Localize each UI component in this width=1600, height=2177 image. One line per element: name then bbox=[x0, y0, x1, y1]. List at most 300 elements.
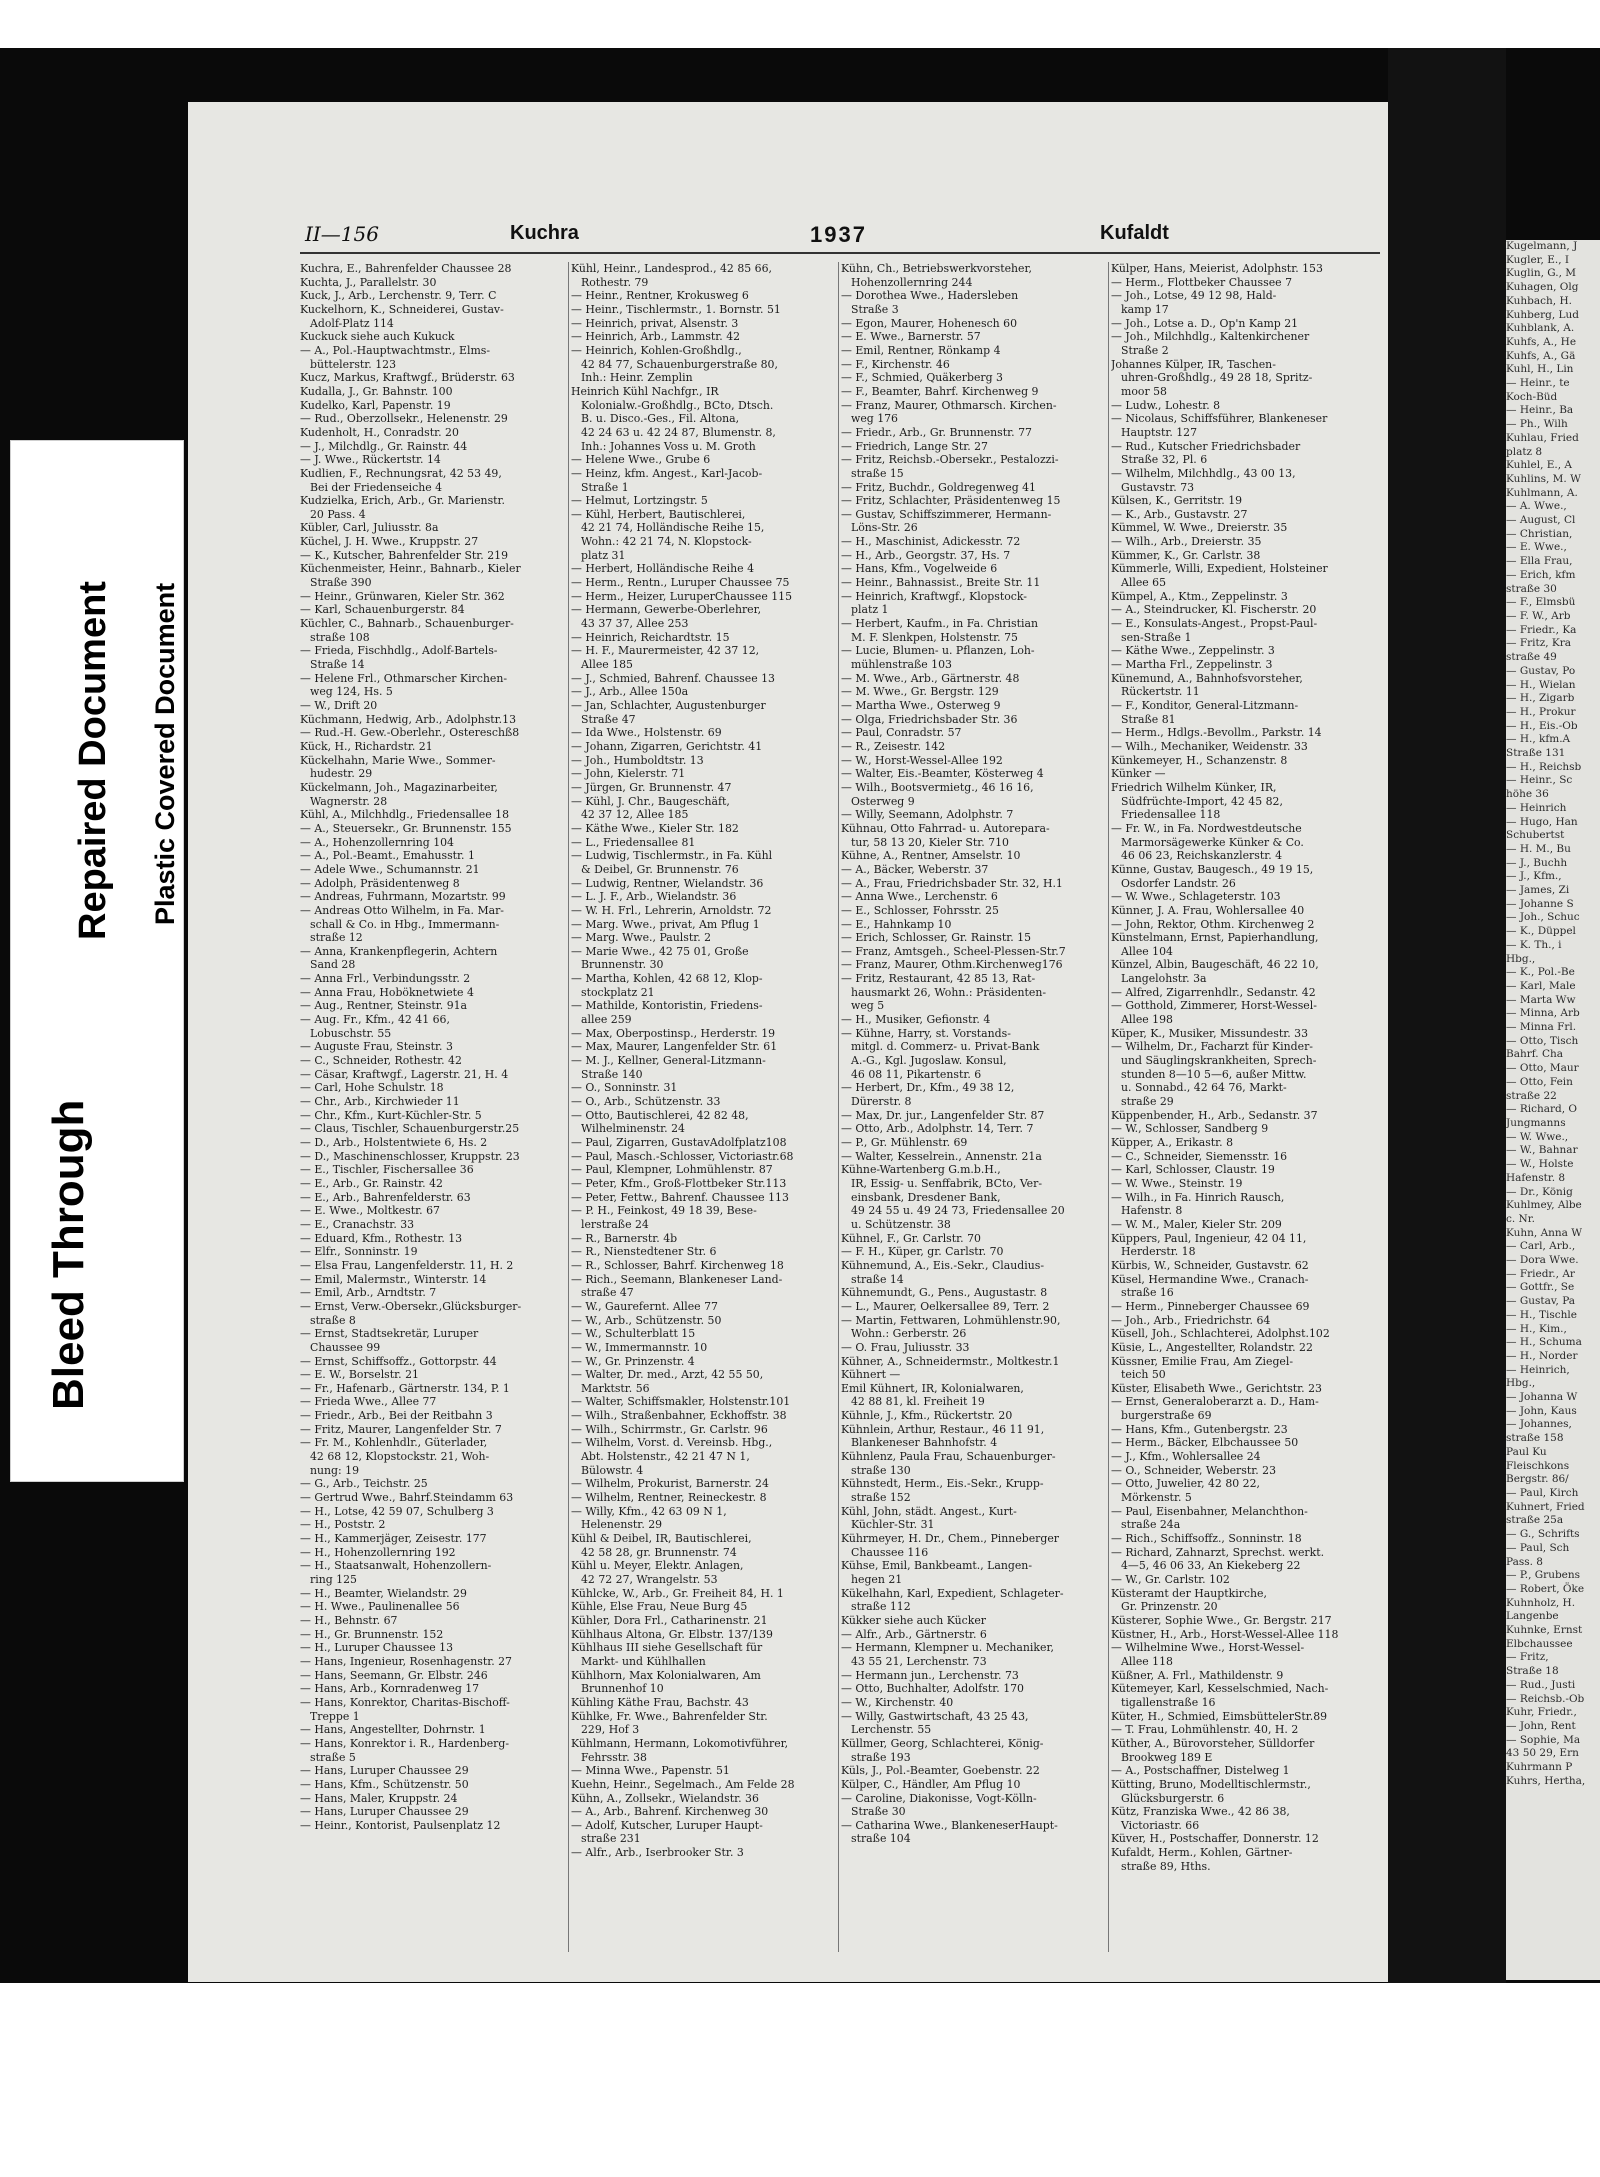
directory-entry-line: — W. M., Maler, Kieler Str. 209 bbox=[1111, 1217, 1282, 1231]
directory-entry-line: — Herm., Flottbeker Chaussee 7 bbox=[1111, 275, 1293, 289]
directory-entry-line: — Otto, Arb., Adolphstr. 14, Terr. 7 bbox=[841, 1122, 1034, 1136]
directory-entry-line: — Walter, Kesselrein., Annenstr. 21a bbox=[841, 1149, 1042, 1163]
directory-entry-line: platz 31 bbox=[581, 548, 626, 562]
facing-page-line: Kuhagen, Olg bbox=[1506, 281, 1579, 294]
directory-entry-line: — Joh., Milchhdlg., Kaltenkirchener bbox=[1111, 330, 1310, 344]
facing-page-line: — H., Reichsb bbox=[1506, 760, 1582, 773]
directory-entry-line: — R., Zeisestr. 142 bbox=[841, 739, 946, 753]
directory-entry-line: Küper, K., Musiker, Missundestr. 33 bbox=[1111, 1026, 1309, 1040]
directory-entry-line: — Hans, Arb., Kornradenweg 17 bbox=[300, 1682, 480, 1696]
directory-entry-line: — A., Postschaffner, Distelweg 1 bbox=[1111, 1764, 1290, 1778]
directory-entry-line: Kühlhaus III siehe Gesellschaft für bbox=[571, 1641, 763, 1655]
facing-page-line: — K., Pol.-Be bbox=[1506, 966, 1575, 979]
directory-entry-line: Lobuschstr. 55 bbox=[310, 1026, 392, 1040]
directory-entry-line: — A., Steindrucker, Kl. Fischerstr. 20 bbox=[1111, 603, 1317, 617]
directory-entry-line: — Alfr., Arb., Iserbrooker Str. 3 bbox=[571, 1846, 744, 1860]
label-repaired-document: Repaired Document bbox=[72, 581, 114, 940]
directory-entry-line: 42 21 74, Holländische Reihe 15, bbox=[581, 521, 765, 535]
directory-entry-line: — Heinrich, privat, Alsenstr. 3 bbox=[571, 316, 739, 330]
directory-entry-line: — Fritz, Buchdr., Goldregenweg 41 bbox=[841, 480, 1036, 494]
directory-entry-line: Künstelmann, Ernst, Papierhandlung, bbox=[1111, 931, 1319, 945]
directory-entry-line: M. F. Slenkpen, Holstenstr. 75 bbox=[851, 630, 1018, 644]
directory-entry-line: — D., Maschinenschlosser, Kruppstr. 23 bbox=[300, 1149, 520, 1163]
directory-entry-line: Straße 3 bbox=[851, 302, 899, 316]
directory-entry-line: — Nicolaus, Schiffsführer, Blankeneser bbox=[1111, 412, 1328, 426]
directory-entry-line: — M. J., Kellner, General-Litzmann- bbox=[571, 1054, 766, 1068]
directory-entry-line: — Marg. Wwe., privat, Am Pflug 1 bbox=[571, 917, 760, 931]
directory-entry-line: — E., Konsulats-Angest., Propst-Paul- bbox=[1111, 617, 1318, 631]
directory-entry-line: — J. Wwe., Rückertstr. 14 bbox=[300, 453, 441, 467]
directory-entry-line: — W., Schlosser, Sandberg 9 bbox=[1111, 1122, 1269, 1136]
directory-entry-line: Straße 47 bbox=[581, 712, 636, 726]
directory-entry-line: — Eduard, Kfm., Rothestr. 13 bbox=[300, 1231, 463, 1245]
directory-entry-line: — L. J. F., Arb., Wielandstr. 36 bbox=[571, 890, 737, 904]
directory-entry-line: Treppe 1 bbox=[310, 1709, 360, 1723]
directory-entry-line: Küchel, J. H. Wwe., Kruppstr. 27 bbox=[300, 535, 479, 549]
directory-entry-line: — Helmut, Lortzingstr. 5 bbox=[571, 494, 708, 508]
directory-entry-line: burgerstraße 69 bbox=[1121, 1409, 1212, 1423]
directory-entry-line: — John, Rektor, Othm. Kirchenweg 2 bbox=[1111, 917, 1315, 931]
column-divider bbox=[838, 262, 839, 1952]
directory-entry-line: Friedrich Wilhelm Künker, IR, bbox=[1111, 780, 1277, 794]
directory-entry-line: — Anna Frl., Verbindungsstr. 2 bbox=[300, 972, 471, 986]
facing-page-line: — Erich, kfm bbox=[1506, 568, 1576, 581]
facing-page-line: Kuhrmann P bbox=[1506, 1761, 1573, 1774]
directory-entry-line: — Willy, Seemann, Adolphstr. 7 bbox=[841, 808, 1014, 822]
facing-page-line: — E. Wwe., bbox=[1506, 541, 1567, 554]
directory-entry-line: Glücksburgerstr. 6 bbox=[1121, 1791, 1225, 1805]
directory-entry-line: — Heinr., Kontorist, Paulsenplatz 12 bbox=[300, 1818, 501, 1832]
directory-entry-line: schall & Co. in Hbg., Immermann- bbox=[310, 917, 500, 931]
directory-entry-line: Künner, J. A. Frau, Wohlersallee 40 bbox=[1111, 903, 1305, 917]
facing-page-line: Hafenstr. 8 bbox=[1506, 1171, 1566, 1184]
facing-page-line: Kuhlins, M. W bbox=[1506, 472, 1581, 485]
directory-entry-line: — H., Maschinist, Adickesstr. 72 bbox=[841, 535, 1021, 549]
directory-entry-line: — Heinr., Grünwaren, Kieler Str. 362 bbox=[300, 589, 505, 603]
directory-entry-line: — Hans, Konrektor i. R., Hardenberg- bbox=[300, 1736, 510, 1750]
directory-entry-line: — F., Konditor, General-Litzmann- bbox=[1111, 699, 1299, 712]
directory-entry-line: Kühlhorn, Max Kolonialwaren, Am bbox=[571, 1668, 761, 1682]
directory-entry-line: — R., Nienstedtener Str. 6 bbox=[571, 1245, 717, 1259]
directory-entry-line: u. Sonnabd., 42 64 76, Markt- bbox=[1121, 1081, 1287, 1095]
directory-entry-line: — Cäsar, Kraftwgf., Lagerstr. 21, H. 4 bbox=[300, 1067, 509, 1081]
directory-entry-line: — Hans, Kfm., Vogelweide 6 bbox=[841, 562, 998, 576]
directory-entry-line: Kühl & Deibel, IR, Bautischlerei, bbox=[571, 1532, 752, 1546]
facing-page-line: — A. Wwe., bbox=[1506, 500, 1567, 513]
facing-page-line: — Johanna W bbox=[1506, 1391, 1578, 1404]
directory-entry-line: — Heinrich, Kohlen-Großhdlg., bbox=[571, 343, 742, 357]
facing-page-line: — Heinr., Sc bbox=[1506, 774, 1573, 787]
directory-entry-line: Straße 390 bbox=[310, 576, 372, 590]
directory-entry-line: — A., Bäcker, Weberstr. 37 bbox=[841, 862, 989, 876]
directory-entry-line: — F., Schmied, Quäkerberg 3 bbox=[841, 371, 1003, 385]
directory-entry-line: Kühle, Else Frau, Neue Burg 45 bbox=[571, 1600, 748, 1614]
directory-entry-line: — Walter, Eis.-Beamter, Kösterweg 4 bbox=[841, 767, 1044, 781]
facing-page-line: — Karl, Male bbox=[1506, 979, 1576, 992]
directory-entry-line: Kückelmann, Joh., Magazinarbeiter, bbox=[300, 780, 498, 794]
facing-page-line: — J., Buchh bbox=[1506, 856, 1568, 869]
directory-entry-line: Künzel, Albin, Baugeschäft, 46 22 10, bbox=[1111, 958, 1319, 972]
directory-entry-line: — E. Wwe., Moltkestr. 67 bbox=[300, 1204, 440, 1218]
directory-entry-line: straße 47 bbox=[581, 1286, 634, 1300]
directory-entry-line: — H., Poststr. 2 bbox=[300, 1518, 386, 1532]
facing-page-line: — Minna Frl. bbox=[1506, 1021, 1577, 1034]
directory-entry-line: — Franz, Amtsgeh., Scheel-Plessen-Str.7 bbox=[841, 944, 1066, 958]
directory-entry-line: straße 15 bbox=[851, 466, 904, 480]
facing-page-line: — Johanne S bbox=[1506, 897, 1574, 910]
directory-entry-line: — Peter, Fettw., Bahrenf. Chaussee 113 bbox=[571, 1190, 789, 1204]
directory-entry-line: — Heinrich, Kraftwgf., Klopstock- bbox=[841, 589, 1027, 603]
directory-entry-line: straße 152 bbox=[851, 1491, 911, 1505]
directory-entry-line: lerstraße 24 bbox=[581, 1217, 649, 1231]
directory-entry-line: — Ernst, Schiffsoffz., Gottorpstr. 44 bbox=[300, 1354, 497, 1368]
directory-entry-line: B. u. Disco.-Ges., Fil. Altona, bbox=[581, 412, 740, 426]
facing-page-line: Schubertst bbox=[1506, 829, 1565, 842]
directory-entry-line: Küpper, A., Erikastr. 8 bbox=[1111, 1136, 1234, 1149]
directory-entry-line: Osterweg 9 bbox=[851, 794, 915, 808]
directory-entry-line: — Martha Wwe., Osterweg 9 bbox=[841, 699, 1001, 712]
directory-entry-line: — M. Wwe., Arb., Gärtnerstr. 48 bbox=[841, 671, 1020, 685]
directory-entry-line: — W., Horst-Wessel-Allee 192 bbox=[841, 753, 1003, 767]
facing-page-line: — Dr., König bbox=[1506, 1185, 1573, 1198]
directory-entry-line: Kühner, A., Schneidermstr., Moltkestr.1 bbox=[841, 1354, 1060, 1368]
facing-page-line: straße 158 bbox=[1506, 1432, 1564, 1445]
directory-entry-line: Marktstr. 56 bbox=[581, 1381, 650, 1395]
directory-entry-line: Kühnlenz, Paula Frau, Schauenburger- bbox=[841, 1450, 1056, 1464]
directory-entry-line: — Walter, Dr. med., Arzt, 42 55 50, bbox=[571, 1368, 764, 1382]
directory-entry-line: 46 06 23, Reichskanzlerstr. 4 bbox=[1121, 849, 1283, 863]
directory-entry-line: — Catharina Wwe., BlankeneserHaupt- bbox=[841, 1818, 1058, 1832]
facing-page-line: — Fritz, Kra bbox=[1506, 637, 1572, 650]
directory-entry-line: 42 37 12, Allee 185 bbox=[581, 808, 689, 822]
directory-entry-line: — H., Luruper Chaussee 13 bbox=[300, 1641, 454, 1655]
directory-entry-line: — Hermann, Gewerbe-Oberlehrer, bbox=[571, 603, 762, 617]
directory-entry-line: Straße 2 bbox=[1121, 343, 1169, 357]
directory-entry-line: u. Schützenstr. 38 bbox=[851, 1217, 951, 1231]
directory-entry-line: Hauptstr. 127 bbox=[1121, 425, 1198, 439]
directory-entry-line: 42 68 12, Klopstockstr. 21, Woh- bbox=[310, 1450, 490, 1464]
directory-entry-line: — Marg. Wwe., Paulstr. 2 bbox=[571, 931, 712, 945]
directory-entry-line: — W. H. Frl., Lehrerin, Arnoldstr. 72 bbox=[571, 903, 772, 917]
directory-entry-line: — A., Steuersekr., Gr. Brunnenstr. 155 bbox=[300, 821, 512, 835]
directory-entry-line: — Johann, Zigarren, Gerichtstr. 41 bbox=[571, 739, 763, 753]
directory-entry-line: — A., Hohenzollernring 104 bbox=[300, 835, 454, 849]
directory-entry-line: Bülowstr. 4 bbox=[581, 1463, 644, 1477]
directory-entry-line: — A., Arb., Bahrenf. Kirchenweg 30 bbox=[571, 1805, 769, 1819]
directory-entry-line: Heinrich Kühl Nachfgr., IR bbox=[571, 384, 719, 398]
directory-entry-line: Kühlmann, Hermann, Lokomotivführer, bbox=[571, 1736, 789, 1750]
directory-entry-line: — Olga, Friedrichsbader Str. 36 bbox=[841, 712, 1018, 726]
directory-entry-line: tigallenstraße 16 bbox=[1121, 1695, 1216, 1709]
directory-entry-line: Kühl, John, städt. Angest., Kurt- bbox=[841, 1504, 1017, 1518]
facing-page-line: — Carl, Arb., bbox=[1506, 1240, 1576, 1253]
facing-page-line: Kuhlel, E., A bbox=[1506, 459, 1573, 472]
header-rule bbox=[300, 252, 1380, 254]
directory-entry-line: hegen 21 bbox=[851, 1573, 903, 1586]
directory-entry-line: — P., Gr. Mühlenstr. 69 bbox=[841, 1136, 968, 1149]
directory-entry-line: Külsen, K., Gerritstr. 19 bbox=[1111, 494, 1243, 508]
directory-entry-line: Wohn.: 42 21 74, N. Klopstock- bbox=[581, 535, 752, 549]
facing-page-line: — F. W., Arb bbox=[1506, 609, 1571, 622]
directory-entry-line: A.-G., Kgl. Jugoslaw. Konsul, bbox=[851, 1054, 1007, 1068]
facing-page-line: — W., Bahnar bbox=[1506, 1144, 1578, 1157]
directory-entry-line: — E. W., Borselstr. 21 bbox=[300, 1368, 419, 1382]
directory-entry-line: — E., Arb., Gr. Rainstr. 42 bbox=[300, 1176, 443, 1190]
directory-entry-line: Kühlke, Fr. Wwe., Bahrenfelder Str. bbox=[571, 1709, 768, 1723]
directory-entry-line: — Emil, Rentner, Rönkamp 4 bbox=[841, 343, 1001, 357]
directory-entry-line: Kühnau, Otto Fahrrad- u. Autorepara- bbox=[841, 821, 1050, 835]
directory-entry-line: — Aug., Rentner, Steinstr. 91a bbox=[300, 999, 468, 1013]
directory-entry-line: Südfrüchte-Import, 42 45 82, bbox=[1121, 794, 1283, 808]
directory-entry-line: — Heinz, kfm. Angest., Karl-Jacob- bbox=[571, 466, 763, 480]
directory-entry-line: — M. Wwe., Gr. Bergstr. 129 bbox=[841, 685, 999, 699]
directory-entry-line: Külper, Hans, Meierist, Adolphstr. 153 bbox=[1111, 262, 1323, 275]
directory-entry-line: Brunnenstr. 30 bbox=[581, 958, 664, 972]
directory-entry-line: — Max, Maurer, Langenfelder Str. 61 bbox=[571, 1040, 778, 1054]
directory-entry-line: Victoriastr. 66 bbox=[1121, 1818, 1200, 1832]
directory-entry-line: Hafenstr. 8 bbox=[1121, 1204, 1183, 1218]
directory-entry-line: — Herm., Rentn., Luruper Chaussee 75 bbox=[571, 576, 790, 590]
directory-entry-line: Künemund, A., Bahnhofsvorsteher, bbox=[1111, 671, 1303, 685]
running-header bbox=[305, 222, 1385, 250]
directory-entry-line: Osdorfer Landstr. 26 bbox=[1121, 876, 1236, 890]
directory-entry-line: Kütz, Franziska Wwe., 42 86 38, bbox=[1111, 1805, 1290, 1819]
directory-entry-line: Küls, J., Pol.-Beamter, Goebenstr. 22 bbox=[841, 1764, 1040, 1778]
directory-entry-line: — Wilhelm, Rentner, Reineckestr. 8 bbox=[571, 1491, 767, 1505]
directory-entry-line: — W. Wwe., Steinstr. 19 bbox=[1111, 1176, 1243, 1190]
directory-entry-line: Kuckuck siehe auch Kukuck bbox=[300, 330, 455, 344]
facing-page-line: Pass. 8 bbox=[1506, 1555, 1543, 1568]
directory-entry-line: Löns-Str. 26 bbox=[851, 521, 918, 535]
directory-entry-line: — Kühl, Herbert, Bautischlerei, bbox=[571, 507, 746, 521]
directory-entry-line: — Herm., Heizer, LuruperChaussee 115 bbox=[571, 589, 793, 603]
directory-entry-line: — Ludwig, Rentner, Wielandstr. 36 bbox=[571, 876, 764, 890]
directory-entry-line: Abt. Holstenstr., 42 21 47 N 1, bbox=[581, 1450, 750, 1464]
facing-page-line: — W., Holste bbox=[1506, 1158, 1574, 1171]
directory-entry-line: Kühnel, F., Gr. Carlstr. 70 bbox=[841, 1231, 981, 1245]
directory-column-1 bbox=[300, 262, 570, 1962]
label-plastic-covered: Plastic Covered Document bbox=[150, 582, 180, 925]
directory-entry-line: Allee 198 bbox=[1121, 1013, 1173, 1027]
directory-entry-line: — Otto, Buchhalter, Adolfstr. 170 bbox=[841, 1682, 1024, 1696]
directory-entry-line: — W., Drift 20 bbox=[300, 699, 378, 712]
directory-entry-line: Küter, H., Schmied, EimsbüttelerStr.89 bbox=[1111, 1709, 1328, 1723]
facing-page-line: — H., Wielan bbox=[1506, 678, 1576, 691]
facing-page-line: straße 49 bbox=[1506, 651, 1557, 664]
directory-entry-line: Dürerstr. 8 bbox=[851, 1095, 912, 1109]
directory-entry-line: Kühn, Ch., Betriebswerkvorsteher, bbox=[841, 262, 1032, 275]
directory-entry-line: — F., Kirchenstr. 46 bbox=[841, 357, 950, 371]
directory-entry-line: — Paul, Klempner, Lohmühlenstr. 87 bbox=[571, 1163, 773, 1177]
directory-entry-line: Küssner, Emilie Frau, Am Ziegel- bbox=[1111, 1354, 1294, 1368]
facing-page-line: — Dora Wwe. bbox=[1506, 1254, 1579, 1267]
facing-page-line: — Gustav, Po bbox=[1506, 664, 1576, 677]
directory-entry-line: — Frieda, Fischhdlg., Adolf-Bartels- bbox=[300, 644, 498, 658]
directory-entry-line: — Herm., Hdlgs.-Bevollm., Parkstr. 14 bbox=[1111, 726, 1322, 740]
directory-entry-line: Kühnstedt, Herm., Eis.-Sekr., Krupp- bbox=[841, 1477, 1044, 1491]
directory-entry-line: straße 29 bbox=[1121, 1095, 1174, 1109]
directory-entry-line: — K., Arb., Gustavstr. 27 bbox=[1111, 507, 1248, 521]
directory-entry-line: — G., Arb., Teichstr. 25 bbox=[300, 1477, 428, 1491]
facing-page-line: — Heinr., te bbox=[1506, 377, 1570, 390]
directory-entry-line: Küver, H., Postschaffer, Donnerstr. 12 bbox=[1111, 1832, 1319, 1846]
facing-page-line: Kuhbach, H. bbox=[1506, 294, 1572, 307]
directory-entry-line: — Anna Frau, Hoböknetwiete 4 bbox=[300, 985, 474, 999]
directory-entry-line: — Heinrich, Arb., Lammstr. 42 bbox=[571, 330, 741, 344]
directory-entry-line: Wagnerstr. 28 bbox=[310, 794, 388, 808]
facing-page-line: — W. Wwe., bbox=[1506, 1130, 1569, 1143]
directory-entry-line: Brunnenhof 10 bbox=[581, 1682, 664, 1696]
directory-entry-line: — Wilh., Schirrmstr., Gr. Carlstr. 96 bbox=[571, 1422, 768, 1436]
directory-entry-line: Küllmer, Georg, Schlachterei, König- bbox=[841, 1736, 1044, 1750]
facing-page-line: Kuhl, H., Lin bbox=[1506, 363, 1574, 376]
directory-entry-line: — Franz, Maurer, Othmarsch. Kirchen- bbox=[841, 398, 1057, 412]
directory-entry-line: Kükelhahn, Karl, Expedient, Schlageter- bbox=[841, 1586, 1064, 1600]
directory-entry-line: 42 58 28, gr. Brunnenstr. 74 bbox=[581, 1545, 737, 1559]
directory-entry-line: — W., Kirchenstr. 40 bbox=[841, 1695, 954, 1709]
facing-page-line: Kugelmann, J bbox=[1506, 240, 1578, 252]
directory-entry-line: Küther, A., Bürovorsteher, Sülldorfer bbox=[1111, 1736, 1315, 1750]
directory-entry-line: — W., Schulterblatt 15 bbox=[571, 1327, 696, 1341]
directory-entry-line: Kudenholt, H., Conradstr. 20 bbox=[300, 425, 459, 439]
directory-entry-line: Markt- und Kühlhallen bbox=[581, 1654, 706, 1668]
directory-entry-line: — Chr., Arb., Kirchwieder 11 bbox=[300, 1095, 460, 1109]
directory-entry-line: — W., Gaurefernt. Allee 77 bbox=[571, 1299, 718, 1313]
directory-entry-line: straße 89, Hths. bbox=[1121, 1859, 1211, 1873]
directory-entry-line: Chaussee 99 bbox=[310, 1340, 381, 1354]
directory-entry-line: Straße 140 bbox=[581, 1067, 643, 1081]
column-divider bbox=[568, 262, 569, 1952]
directory-entry-line: Kühnert — bbox=[841, 1368, 901, 1382]
directory-entry-line: — Erich, Schlosser, Gr. Rainstr. 15 bbox=[841, 931, 1032, 945]
directory-entry-line: Kühnemund, A., Eis.-Sekr., Claudius- bbox=[841, 1258, 1045, 1272]
facing-page-line: Kuhnholz, H. bbox=[1506, 1596, 1576, 1609]
directory-entry-line: — Auguste Frau, Steinstr. 3 bbox=[300, 1040, 453, 1054]
directory-entry-line: — Hans, Kfm., Schützenstr. 50 bbox=[300, 1777, 469, 1791]
facing-page-line: — Heinr., Ba bbox=[1506, 404, 1574, 417]
directory-entry-line: — Hans, Kfm., Gutenbergstr. 23 bbox=[1111, 1422, 1288, 1436]
column-divider bbox=[1108, 262, 1109, 1952]
directory-entry-line: ring 125 bbox=[310, 1573, 357, 1586]
directory-entry-line: IR, Essig- u. Senffabrik, BCto, Ver- bbox=[851, 1176, 1043, 1190]
directory-entry-line: — Käthe Wwe., Zeppelinstr. 3 bbox=[1111, 644, 1275, 658]
directory-entry-line: — Hans, Konrektor, Charitas-Bischoff- bbox=[300, 1695, 510, 1709]
directory-entry-line: — W., Gr. Prinzenstr. 4 bbox=[571, 1354, 695, 1368]
directory-entry-line: — Adele Wwe., Schumannstr. 21 bbox=[300, 862, 480, 876]
directory-entry-line: Küsteramt der Hauptkirche, bbox=[1111, 1586, 1267, 1600]
directory-entry-line: 20 Pass. 4 bbox=[310, 507, 366, 521]
directory-entry-line: — Lucie, Blumen- u. Pflanzen, Loh- bbox=[841, 644, 1035, 658]
directory-entry-line: — E., Schlosser, Fohrsstr. 25 bbox=[841, 903, 999, 917]
facing-page-line: straße 25a bbox=[1506, 1514, 1564, 1527]
directory-entry-line: — Ernst, Verw.-Obersekr.,Glücksburger- bbox=[300, 1299, 522, 1313]
directory-entry-line: — A., Frau, Friedrichsbader Str. 32, H.1 bbox=[841, 876, 1063, 890]
facing-page-line: Kuhfs, A., Gä bbox=[1506, 349, 1576, 362]
directory-entry-line: Straße 1 bbox=[581, 480, 629, 494]
directory-entry-line: Friedensallee 118 bbox=[1121, 808, 1221, 822]
facing-page-line: — H., kfm.A bbox=[1506, 733, 1571, 746]
directory-entry-line: Kühl, Heinr., Landesprod., 42 85 66, bbox=[571, 262, 772, 275]
directory-entry-line: — Hans, Luruper Chaussee 29 bbox=[300, 1764, 469, 1778]
facing-page-line: — Paul, Sch bbox=[1506, 1541, 1570, 1554]
directory-entry-line: — Alfr., Arb., Gärtnerstr. 6 bbox=[841, 1627, 987, 1641]
directory-entry-line: — Joh., Arb., Friedrichstr. 64 bbox=[1111, 1313, 1271, 1327]
directory-entry-line: — Otto, Bautischlerei, 42 82 48, bbox=[571, 1108, 749, 1122]
directory-entry-line: — Mathilde, Kontoristin, Friedens- bbox=[571, 999, 763, 1013]
directory-entry-line: Inh.: Heinr. Zemplin bbox=[581, 371, 693, 385]
directory-entry-line: — Chr., Kfm., Kurt-Küchler-Str. 5 bbox=[300, 1108, 482, 1122]
directory-entry-line: — Karl, Schlosser, Claustr. 19 bbox=[1111, 1163, 1275, 1177]
directory-entry-line: Straße 14 bbox=[310, 658, 365, 672]
directory-entry-line: — Wilh., Arb., Dreierstr. 35 bbox=[1111, 535, 1262, 549]
directory-entry-line: 42 84 77, Schauenburgerstraße 80, bbox=[581, 357, 778, 371]
facing-page-line: Fleischkons bbox=[1506, 1459, 1570, 1472]
facing-page-line: Kuhfs, A., He bbox=[1506, 335, 1577, 348]
directory-entry-line: straße 130 bbox=[851, 1463, 911, 1477]
facing-page-line: — Sophie, Ma bbox=[1506, 1733, 1581, 1746]
facing-page-line: straße 22 bbox=[1506, 1089, 1557, 1102]
directory-entry-line: — Wilh., in Fa. Hinrich Rausch, bbox=[1111, 1190, 1285, 1204]
directory-entry-line: — Adolph, Präsidentenweg 8 bbox=[300, 876, 460, 890]
facing-page-line: — P., Grubens bbox=[1506, 1569, 1581, 1582]
directory-entry-line: Kudlien, F., Rechnungsrat, 42 53 49, bbox=[300, 466, 502, 480]
directory-entry-line: — Herbert, Holländische Reihe 4 bbox=[571, 562, 754, 576]
directory-entry-line: — Heinr., Tischlermstr., 1. Bornstr. 51 bbox=[571, 302, 781, 316]
directory-entry-line: Kühse, Emil, Bankbeamt., Langen- bbox=[841, 1559, 1033, 1573]
directory-entry-line: — Willy, Kfm., 42 63 09 N 1, bbox=[571, 1504, 727, 1518]
directory-entry-line: — Hermann, Klempner u. Mechaniker, bbox=[841, 1641, 1054, 1655]
directory-entry-line: — Friedr., Arb., Gr. Brunnenstr. 77 bbox=[841, 425, 1032, 439]
directory-entry-line: — O. Frau, Juliusstr. 33 bbox=[841, 1340, 970, 1354]
directory-entry-line: Kolonialw.-Großhdlg., BCto, Dtsch. bbox=[581, 398, 774, 412]
directory-entry-line: Chaussee 116 bbox=[851, 1545, 929, 1559]
directory-entry-line: — Max, Dr. jur., Langenfelder Str. 87 bbox=[841, 1108, 1045, 1122]
directory-entry-line: Küßner, A. Frl., Mathildenstr. 9 bbox=[1111, 1668, 1284, 1682]
facing-page-line: Straße 131 bbox=[1506, 747, 1566, 760]
facing-page-line: — Friedr., Ka bbox=[1506, 623, 1577, 636]
directory-entry-line: kamp 17 bbox=[1121, 302, 1169, 316]
directory-entry-line: — F., Beamter, Bahrf. Kirchenweg 9 bbox=[841, 384, 1039, 398]
directory-entry-line: Kütting, Bruno, Modelltischlermstr., bbox=[1111, 1777, 1311, 1791]
directory-entry-line: — John, Kielerstr. 71 bbox=[571, 767, 686, 781]
directory-entry-line: — Fritz, Maurer, Langenfelder Str. 7 bbox=[300, 1422, 502, 1436]
facing-page-line: Kuglin, G., M bbox=[1506, 267, 1577, 280]
directory-entry-line: — Elsa Frau, Langenfelderstr. 11, H. 2 bbox=[300, 1258, 514, 1272]
directory-entry-line: — Anna Wwe., Lerchenstr. 6 bbox=[841, 890, 998, 904]
directory-entry-line: uhren-Großhdlg., 49 28 18, Spritz- bbox=[1121, 371, 1313, 385]
directory-entry-line: Kück, H., Richardstr. 21 bbox=[300, 739, 433, 753]
directory-entry-line: — Wilh., Straßenbahner, Eckhoffstr. 38 bbox=[571, 1409, 787, 1423]
directory-entry-line: Allee 118 bbox=[1121, 1654, 1173, 1668]
directory-entry-line: — Willy, Gastwirtschaft, 43 25 43, bbox=[841, 1709, 1029, 1723]
directory-entry-line: — O., Arb., Schützenstr. 33 bbox=[571, 1095, 721, 1109]
directory-entry-line: Küsell, Joh., Schlachterei, Adolphst.102 bbox=[1111, 1327, 1330, 1341]
directory-entry-line: Johannes Külper, IR, Taschen- bbox=[1111, 357, 1276, 371]
directory-entry-line: Kückelhahn, Marie Wwe., Sommer- bbox=[300, 753, 496, 767]
directory-entry-line: — Fr. W., in Fa. Nordwestdeutsche bbox=[1111, 821, 1302, 835]
directory-entry-line: stunden 8—10 5—6, außer Mittw. bbox=[1121, 1067, 1307, 1081]
facing-page-line: c. Nr. bbox=[1506, 1212, 1535, 1225]
directory-entry-line: — Helene Wwe., Grube 6 bbox=[571, 453, 711, 467]
directory-entry-line: — Max, Oberpostinsp., Herderstr. 19 bbox=[571, 1026, 776, 1040]
directory-entry-line: Wilhelminenstr. 24 bbox=[581, 1122, 685, 1136]
directory-entry-line: — Heinr., Bahnassist., Breite Str. 11 bbox=[841, 576, 1041, 590]
directory-entry-line: 43 55 21, Lerchenstr. 73 bbox=[851, 1654, 987, 1668]
directory-entry-line: — Peter, Kfm., Groß-Flottbeker Str.113 bbox=[571, 1176, 787, 1190]
directory-entry-line: Kühlcke, W., Arb., Gr. Freiheit 84, H. 1 bbox=[571, 1586, 784, 1600]
directory-entry-line: Herderstr. 18 bbox=[1121, 1245, 1196, 1259]
directory-entry-line: Kührmeyer, H. Dr., Chem., Pinneberger bbox=[841, 1532, 1060, 1546]
